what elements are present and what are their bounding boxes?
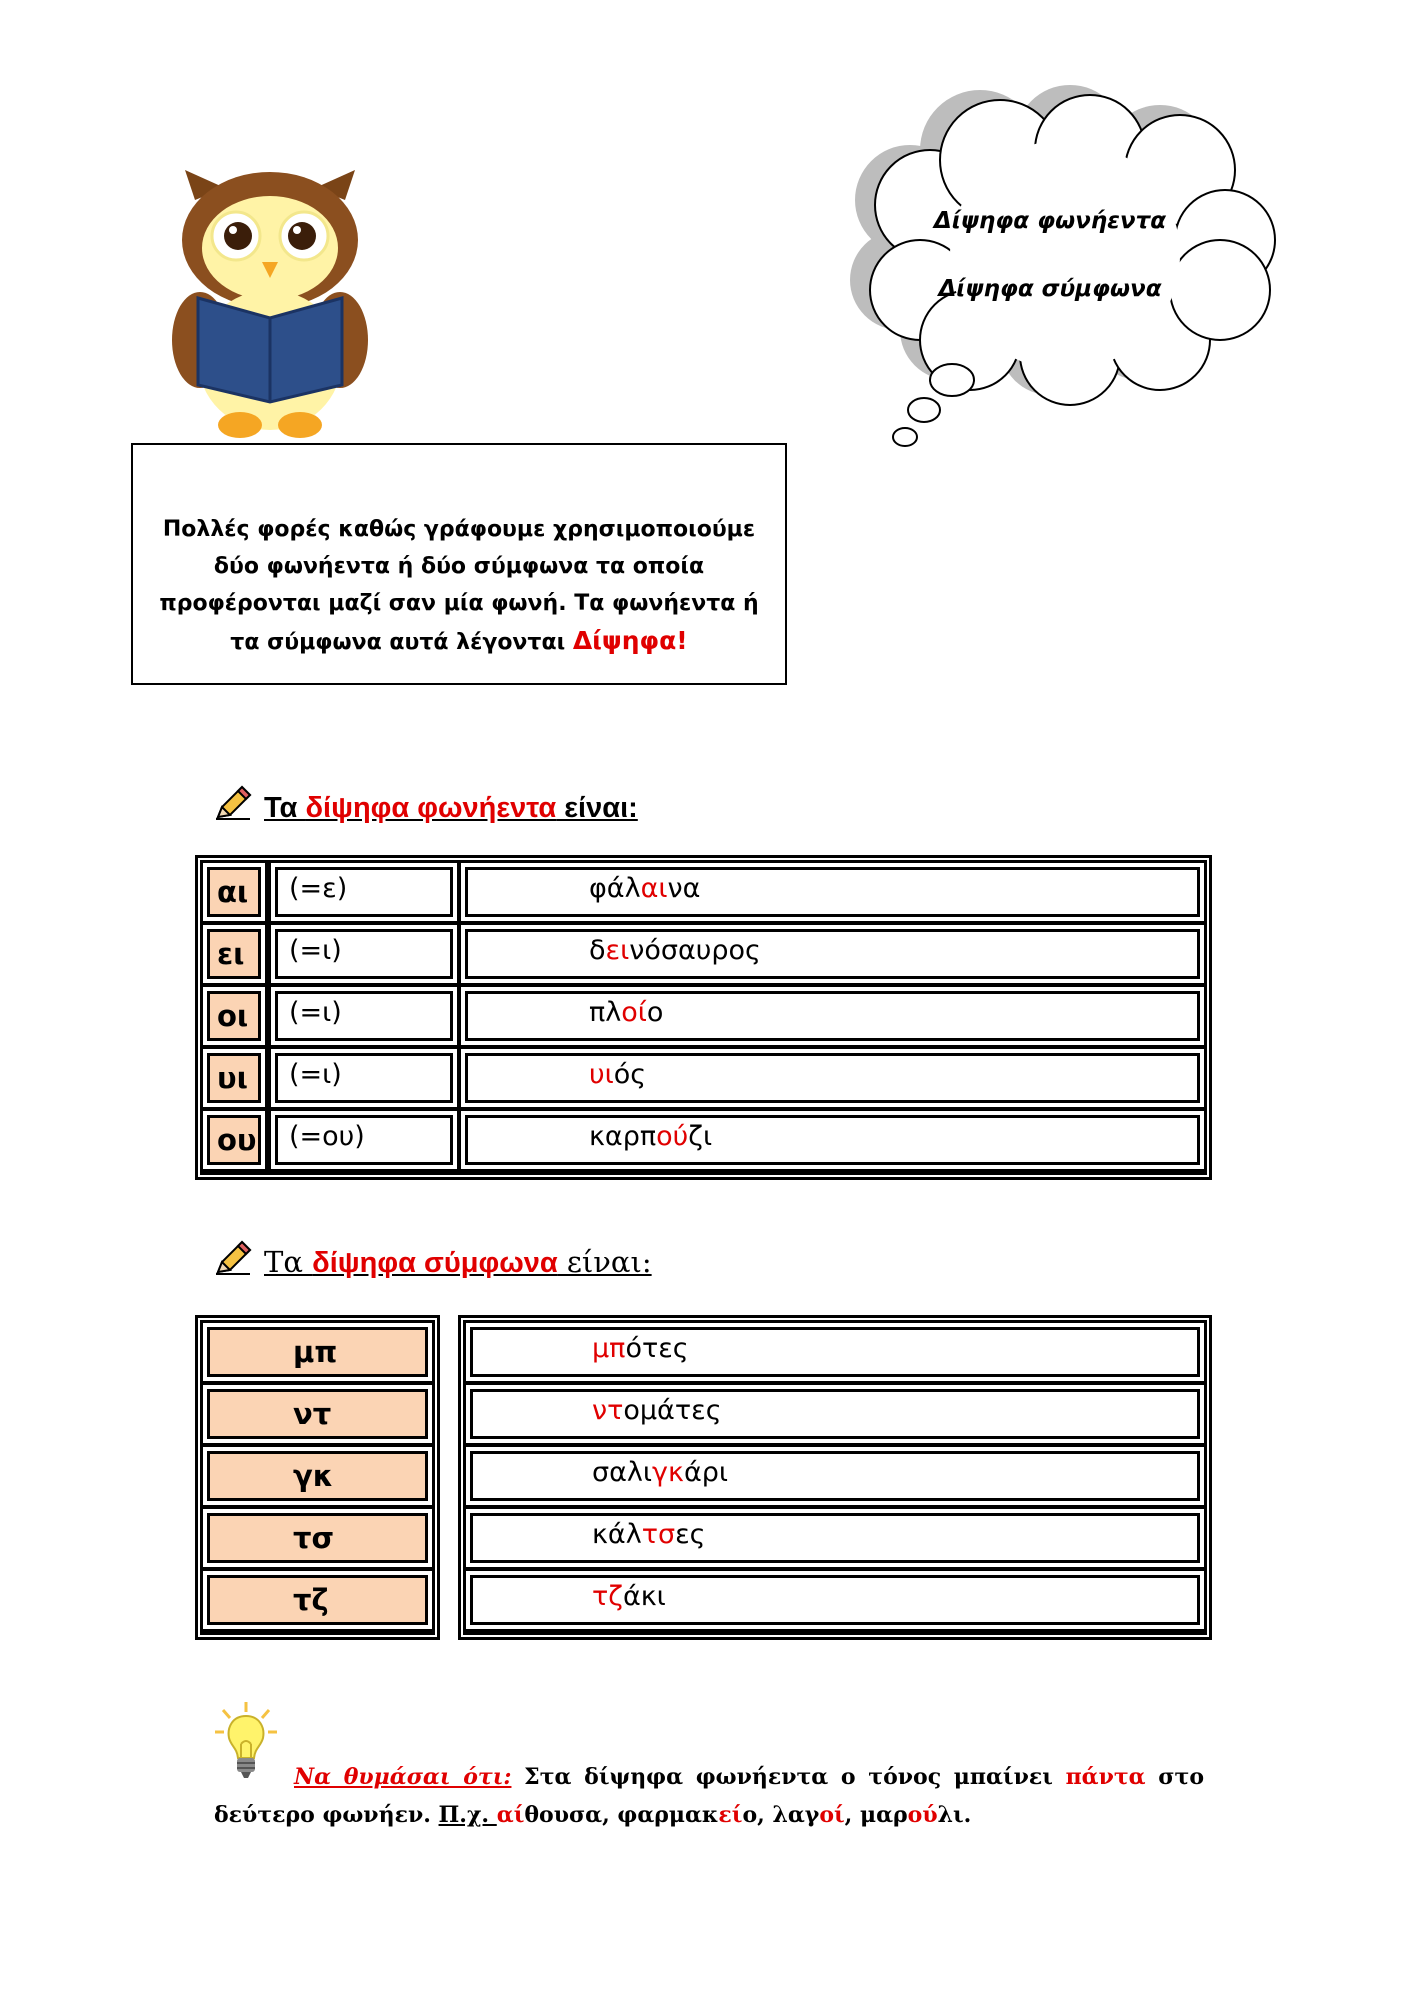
note-always: πάντα (1065, 1764, 1146, 1790)
consonants-heading-after: είναι: (557, 1245, 652, 1279)
example-digraph: τσ (641, 1519, 676, 1550)
intro-text (133, 511, 785, 661)
example-suffix: άκι (622, 1581, 666, 1612)
digraph-cell (203, 987, 265, 1045)
consonants-digraph-table (195, 1315, 440, 1640)
sound-cell (271, 1111, 457, 1169)
vowels-heading-highlight: δίψηφα φωνήεντα (305, 792, 557, 824)
example-word (592, 1519, 706, 1550)
example-digraph: αι (640, 873, 668, 904)
digraph-label: τσ (293, 1521, 335, 1555)
sound-label: (=ι) (289, 1059, 342, 1090)
digraph-cell (203, 1447, 432, 1505)
example-suffix: ζι (688, 1121, 713, 1152)
intro-box (131, 443, 787, 685)
example-digraph: γκ (652, 1457, 684, 1488)
example-suffix: να (667, 873, 701, 904)
example-suffix: ότες (625, 1333, 689, 1364)
sound-label: (=ι) (289, 997, 342, 1028)
example-prefix: δ (589, 935, 606, 966)
example-digraph: υι (589, 1059, 614, 1090)
intro-body: Πολλές φορές καθώς γράφουμε χρησιμοποιούμε δύο φωνήεντα ή δύο σύμφωνα τα οποία προφέρονται μαζί σαν μία φωνή. Τα φωνήεντα ή τα σύμφωνα αυτά λέγονται (159, 517, 759, 655)
digraph-label: γκ (293, 1459, 334, 1493)
example-prefix: κάλ (592, 1519, 642, 1550)
example-word (589, 1059, 646, 1090)
digraph-label: μπ (293, 1335, 338, 1369)
cloud-line-consonants: Δίψηφα σύμφωνα (938, 276, 1162, 302)
vowels-heading-before: Τα (264, 792, 306, 824)
example-cell (461, 925, 1204, 983)
example-word (589, 1121, 712, 1152)
example-prefix: φάλ (589, 873, 641, 904)
note-example-text: , μαρ (844, 1802, 908, 1828)
note-example-mark: εί (718, 1802, 743, 1828)
example-word (589, 997, 663, 1028)
example-word (592, 1395, 722, 1426)
thought-cloud (820, 80, 1300, 460)
note-example-text: ο, λαγ (742, 1802, 820, 1828)
sound-label: (=ι) (289, 935, 342, 966)
digraph-label: υι (217, 1061, 248, 1095)
vowels-table (195, 855, 1212, 1180)
note-lead: Να θυμάσαι ότι: (294, 1764, 512, 1790)
digraph-label: αι (217, 875, 249, 909)
note-text-2: στο δεύτερο φωνήεν. (214, 1764, 1205, 1828)
example-digraph: μπ (592, 1333, 626, 1364)
consonants-heading-highlight: δίψηφα σύμφωνα (312, 1247, 558, 1279)
example-word (589, 935, 761, 966)
pencil-icon (214, 785, 252, 821)
vowels-heading (214, 785, 638, 825)
owl-reading-illustration (170, 170, 370, 440)
sound-cell (271, 925, 457, 983)
example-digraph: τζ (592, 1581, 623, 1612)
example-digraph: ει (605, 935, 630, 966)
note-example-mark: αί (496, 1802, 525, 1828)
example-prefix: καρπ (589, 1121, 657, 1152)
example-prefix: πλ (589, 997, 622, 1028)
pencil-icon (214, 1240, 252, 1276)
note-example-mark: ού (907, 1802, 938, 1828)
example-suffix: ός (613, 1059, 647, 1090)
sound-cell (271, 1049, 457, 1107)
digraph-cell (203, 1571, 432, 1629)
example-suffix: ομάτες (623, 1395, 722, 1426)
digraph-label: ου (217, 1123, 257, 1157)
digraph-label: ντ (293, 1397, 332, 1431)
intro-highlight: Δίψηφα! (572, 626, 688, 655)
example-word (592, 1581, 666, 1612)
example-prefix: σαλι (592, 1457, 653, 1488)
sound-label: (=ου) (289, 1121, 365, 1152)
digraph-cell (203, 925, 265, 983)
example-cell (466, 1385, 1204, 1443)
example-word (592, 1457, 728, 1488)
digraph-cell (203, 1049, 265, 1107)
example-cell (461, 1049, 1204, 1107)
digraph-label: τζ (293, 1583, 329, 1617)
digraph-cell (203, 1385, 432, 1443)
example-word (589, 873, 700, 904)
note-example-mark: οί (819, 1802, 845, 1828)
example-digraph: ντ (592, 1395, 624, 1426)
example-cell (461, 1111, 1204, 1169)
sound-label: (=ε) (289, 873, 348, 904)
digraph-cell (203, 863, 265, 921)
consonants-heading-before: Τα (264, 1245, 313, 1279)
vowels-heading-after: είναι: (556, 792, 638, 824)
note-example-text: θουσα, φαρμακ (524, 1802, 719, 1828)
example-cell (466, 1509, 1204, 1567)
digraph-cell (203, 1509, 432, 1567)
digraph-cell (203, 1323, 432, 1381)
sound-cell (271, 987, 457, 1045)
consonants-example-table (458, 1315, 1212, 1640)
example-digraph: ού (656, 1121, 689, 1152)
digraph-cell (203, 1111, 265, 1169)
example-cell (461, 987, 1204, 1045)
example-suffix: νόσαυρος (629, 935, 761, 966)
sound-cell (271, 863, 457, 921)
reminder-note (214, 1758, 1204, 1834)
note-example-text: λι. (937, 1802, 972, 1828)
example-suffix: ες (675, 1519, 706, 1550)
example-digraph: οί (621, 997, 647, 1028)
example-cell (466, 1323, 1204, 1381)
consonants-heading (214, 1240, 652, 1280)
example-word (592, 1333, 689, 1364)
example-cell (461, 863, 1204, 921)
digraph-label: οι (217, 999, 249, 1033)
example-suffix: άρι (683, 1457, 729, 1488)
note-example-label: Π.χ. (438, 1802, 497, 1828)
note-text-1: Στα δίψηφα φωνήεντα ο τόνος μπαίνει (511, 1764, 1066, 1790)
example-suffix: ο (646, 997, 664, 1028)
digraph-label: ει (217, 937, 245, 971)
cloud-line-vowels: Δίψηφα φωνήεντα (933, 208, 1167, 234)
example-cell (466, 1447, 1204, 1505)
example-cell (466, 1571, 1204, 1629)
